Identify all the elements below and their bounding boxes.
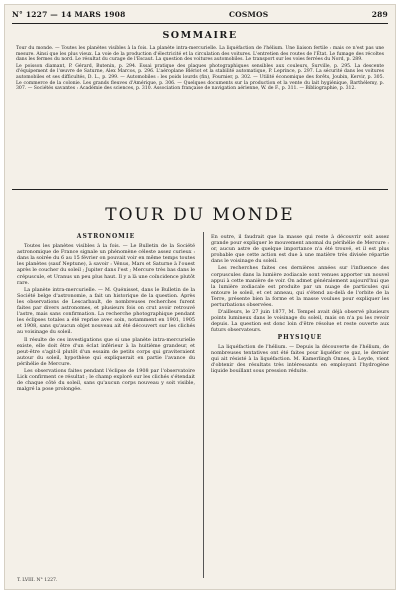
article-paragraph: La liquéfaction de l'hélium. — Depuis la découverte de l'hélium, de nombreuses tentatives ont été faites pour liquéfier ce gaz, le dernier qui ait résisté à la liquéfaction. M. Kamerlingh Onnes, à Leyde, vient d'obtenir des résultats très intéressants en employant l'hydrogène liquide bouillant sous pression réduite. — [211, 343, 389, 374]
column-left — [17, 234, 195, 393]
sommaire-block — [16, 46, 384, 174]
journal-page — [4, 4, 396, 590]
column-divider — [203, 232, 204, 578]
sommaire-paragraph: Tour du monde. — Toutes les planètes visibles à la fois. La planète intra-mercurielle. La liquéfaction de l'hélium. Une liaison fertile : mais ce n'est pas une mesure. Ainsi que les plus vieux. La voie de la production d'électricité et la circulation des voitures. L'entretien des routes de l'État. Le fumage des récoltes dans les fermes du nord. Le résultat du curage de l'Escaut. La question des voitures automobiles. Le transport sur les voies ferrées du Nord, p. 289. — [16, 46, 384, 63]
article-paragraph: Les recherches faites ces dernières années sur l'influence des corpuscules dans la lumière zodiacale sont venues apporter un nouvel appui à cette manière de voir. On admet généralement aujourd'hui que la lumière zodiacale est produite par un nuage de particules qui entoure le soleil, et cet anneau, qui s'étend au-delà de l'orbite de la Terre, présente bien la forme et la masse voulues pour expliquer les perturbations observées. — [211, 265, 389, 309]
header-rule — [12, 23, 388, 24]
column-heading-astronomie: ASTRONOMIE — [76, 233, 136, 240]
column-right — [211, 234, 389, 375]
running-head — [12, 10, 388, 22]
article-paragraph: Il résulte de ces investigations que si une planète intra-mercurielle existe, elle doit être d'un éclat inférieur à la huitième grandeur, et peut-être s'agit-il plutôt d'un essaim de petits corps qui graviteraient autour du soleil, hypothèse qui expliquerait en partie l'avance du périhélie de Mercure. — [17, 336, 195, 367]
volume-footer: T. LVIII. N° 1227. — [17, 578, 58, 583]
article-paragraph: D'ailleurs, le 27 juin 1877, M. Tempel avait déjà observé plusieurs points lumineux dans le voisinage du soleil, mais on n'a pu les revoir depuis. La question est donc loin d'être résolue et reste ouverte aux futurs observateurs. — [211, 309, 389, 334]
journal-title: COSMOS — [228, 10, 269, 19]
section-rule — [12, 189, 388, 190]
section-title: TOUR DU MONDE — [105, 205, 295, 225]
sommaire-title: SOMMAIRE — [162, 30, 238, 41]
sommaire-paragraph: Le poisson diamant, P. Gérard, Butenin, p. 294. Essai pratique des plaques photographiques sensibles aux couleurs, Surville, p. 295. La descente d'équipement de l'œuvre de Saturne, Alex Marcos, p. 296. L'aéroplane Blériot et la stabilité automatique, P. Leprince, p. 297. La sécurité dans les voitures automobiles et ses difficultés, D. L., p. 299. — Automobiles : les poids lourds (fin), Fournier, p. 302. — Utilité économique des forêts, Joubin, Kervir, p. 305. Le commerce de la colonie. Les grands fleuves d'Amérique, p. 306. — Quelques documents sur la production et la vente du lait hygiénique, Barthélemy, p. 307. — Sociétés savantes : Académie des sciences, p. 310. Association française de navigation aérienne, W. de F., p. 311. — Bibliographie, p. 312. — [16, 63, 384, 92]
page-number: 289 — [371, 10, 388, 19]
article-paragraph: Toutes les planètes visibles à la fois. — Le Bulletin de la Société astronomique de France signale un phénomène céleste assez curieux : dans la soirée du 6 au 15 février on pouvait voir en même temps toutes les planètes (sauf Neptune), à savoir : Vénus, Mars et Saturne à l'ouest après le coucher du soleil ; Jupiter dans l'est ; Mercure très bas dans le crépuscule, et Uranus un peu plus haut. Il y a là une coïncidence plutôt rare. — [17, 243, 195, 286]
issue-number: N° 1227 — 14 MARS 1908 — [12, 10, 126, 19]
column-heading-physique: PHYSIQUE — [277, 333, 323, 341]
article-paragraph: La planète intra-mercurielle. — M. Quénisset, dans le Bulletin de la Société belge d'astronomie, a fait un historique de la question. Après les observations de Lescarbault, de nombreuses recherches furent faites par divers astronomes, et plusieurs fois on crut avoir retrouvé l'astre, mais sans confirmation. La recherche photographique pendant les éclipses totales a été reprise avec soin, notamment en 1901, 1905 et 1908, sans qu'aucun objet nouveau ait été découvert sur les clichés au voisinage du soleil. — [17, 286, 195, 336]
article-paragraph: Les observations faites pendant l'éclipse de 1908 par l'observatoire Lick confirment ce résultat ; le champ exploré sur les clichés s'étendait de chaque côté du soleil, sans qu'aucun corps nouveau y soit visible, malgré la pose prolongée. — [17, 367, 195, 393]
article-paragraph: En outre, il faudrait que la masse qui reste à découvrir soit assez grande pour expliquer le mouvement anomal du périhélie de Mercure : or, aucun astre de quelque importance n'a été trouvé, et il est plus probable que cette action est due à une matière très divisée répartie dans le voisinage du soleil. — [211, 234, 389, 265]
